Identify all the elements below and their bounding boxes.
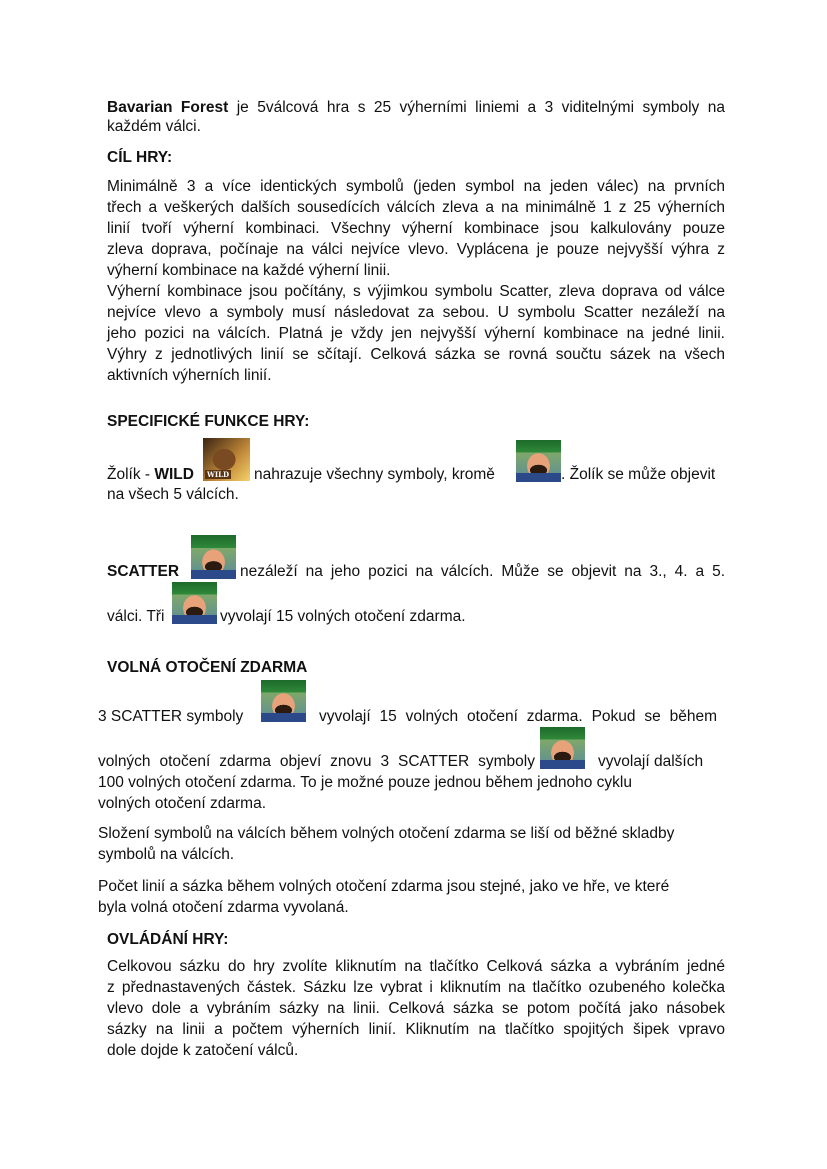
goal-line: Minimálně 3 a více identických symbolů (jeden symbol na jeden válec) na prvních bbox=[107, 178, 725, 195]
wild-bear-symbol-icon bbox=[203, 438, 250, 481]
goal-line: třech a veškerých dalších sousedících válcích zleva a na minimálně 1 z 25 výherních bbox=[107, 199, 725, 216]
wild-line-end: . Žolík se může objevit bbox=[561, 466, 716, 483]
goal-line: nejvíce vlevo a symboly musí následovat za sebou. U symbolu Scatter nezáleží na bbox=[107, 304, 725, 321]
features-heading: SPECIFICKÉ FUNKCE HRY: bbox=[107, 413, 310, 430]
controls-line: dole dojde k zatočení válců. bbox=[107, 1042, 299, 1059]
wild-label: WILD bbox=[154, 466, 194, 483]
scatter-symbol-icon bbox=[191, 535, 236, 579]
controls-line: Celkovou sázku do hry zvolíte kliknutím na tlačítko Celková sázka a vybráním jedné bbox=[107, 958, 725, 975]
game-name: Bavarian Forest bbox=[107, 99, 229, 116]
goal-line: jeho pozici na válcích. Platná je vždy jen nejvyšší výherní kombinace na jedné linii. bbox=[107, 325, 725, 342]
reel-composition-line: symbolů na válcích. bbox=[98, 846, 235, 863]
scatter-symbol-icon bbox=[540, 727, 585, 769]
intro-line-1 bbox=[107, 98, 725, 118]
controls-line: z přednastavených částek. Sázku lze vybrat i kliknutím na tlačítko ozubeného kolečka bbox=[107, 979, 725, 996]
scatter-symbol-icon bbox=[172, 582, 217, 624]
wild-line bbox=[107, 465, 194, 485]
intro-line-2: každém válci. bbox=[107, 118, 201, 135]
freespins-heading: VOLNÁ OTOČENÍ ZDARMA bbox=[107, 659, 308, 676]
scatter-line-2b: vyvolají 15 volných otočení zdarma. bbox=[220, 608, 466, 625]
freespins-line-3: 100 volných otočení zdarma. To je možné pouze jednou během jednoho cyklu bbox=[98, 774, 632, 791]
lines-bet-line: byla volná otočení zdarma vyvolaná. bbox=[98, 899, 349, 916]
intro-text: je 5válcová hra s 25 výherními liniemi a 3 viditelnými symboly na bbox=[228, 99, 725, 116]
reel-composition-line: Složení symbolů na válcích během volných otočení zdarma se liší od běžné skladby bbox=[98, 825, 675, 842]
goal-heading: CÍL HRY: bbox=[107, 149, 173, 166]
wild-line-2: na všech 5 válcích. bbox=[107, 486, 239, 503]
controls-line: sázky na linii a počtem výherních linií. Kliknutím na tlačítko spojitých šipek vpravo bbox=[107, 1021, 725, 1038]
freespins-line-2b: vyvolají dalších bbox=[598, 753, 704, 770]
freespins-line-2a: volných otočení zdarma objeví znovu 3 SCATTER symboly bbox=[98, 753, 535, 770]
wild-line-text: nahrazuje všechny symboly, kromě bbox=[254, 466, 495, 483]
controls-heading: OVLÁDÁNÍ HRY: bbox=[107, 931, 229, 948]
scatter-symbol-icon bbox=[261, 680, 306, 722]
wild-prefix: Žolík - bbox=[107, 466, 155, 483]
goal-line: výherní kombinace na každé výherní linii. bbox=[107, 262, 391, 279]
goal-line: zleva doprava, počínaje na válci nejvíce vlevo. Vyplácena je pouze nejvyšší výhra z bbox=[107, 241, 725, 258]
wild-symbol-label: WILD bbox=[207, 470, 230, 479]
freespins-line-1a: 3 SCATTER symboly bbox=[98, 708, 244, 725]
controls-line: vlevo dole a vybráním sázky na linii. Celková sázka se potom počítá jako násobek bbox=[107, 1000, 725, 1017]
freespins-line-4: volných otočení zdarma. bbox=[98, 795, 267, 812]
goal-line: aktivních výherních linií. bbox=[107, 367, 272, 384]
scatter-line-2a: válci. Tři bbox=[107, 608, 165, 625]
scatter-label: SCATTER bbox=[107, 563, 180, 580]
scatter-text: nezáleží na jeho pozici na válcích. Může se objevit na 3., 4. a 5. bbox=[240, 563, 725, 580]
freespins-line-1b: vyvolají 15 volných otočení zdarma. Pokud se během bbox=[319, 708, 717, 725]
scatter-symbol-icon bbox=[516, 440, 561, 482]
goal-line: Výhry z jednotlivých linií se sčítají. Celková sázka se rovná součtu sázek na všech bbox=[107, 346, 725, 363]
goal-line: linií tvoří výherní kombinaci. Všechny výherní kombinace jsou kalkulovány pouze bbox=[107, 220, 725, 237]
lines-bet-line: Počet linií a sázka během volných otočení zdarma jsou stejné, jako ve hře, ve které bbox=[98, 878, 670, 895]
goal-line: Výherní kombinace jsou počítány, s výjimkou symbolu Scatter, zleva doprava od válce bbox=[107, 283, 725, 300]
